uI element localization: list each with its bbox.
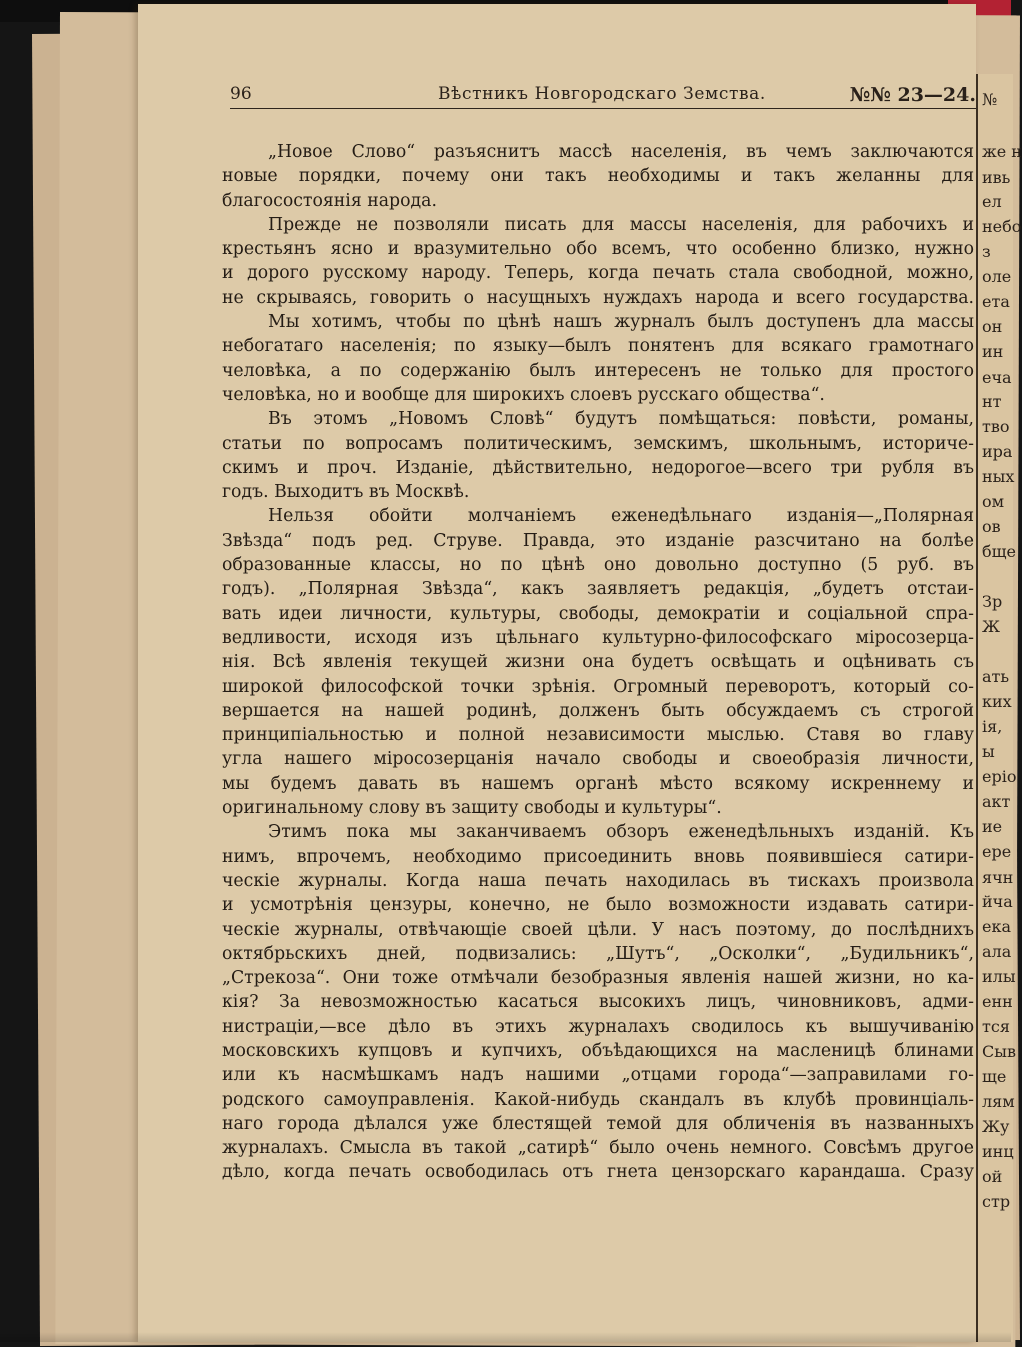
text-line: наго города дѣлался уже блестящей темой для обличенія въ названныхъ: [222, 1113, 974, 1134]
text-line: человѣка, но и вообще для широкихъ слоевъ русскаго общества“.: [222, 384, 825, 405]
text-line: журналахъ. Смысла въ такой „сатирѣ“ было очень немного. Совсѣмъ другое: [222, 1138, 974, 1159]
facing-page-fragment: стр: [982, 1192, 1011, 1211]
facing-page-fragment: ере: [982, 842, 1012, 861]
facing-page-fragment: тво: [982, 417, 1010, 436]
issue-number: №№ 23—24.: [849, 84, 976, 106]
text-line: крестьянъ ясно и вразумительно обо всемъ, что особенно близко, нужно: [222, 239, 974, 260]
facing-page-fragment: еча: [982, 368, 1012, 387]
facing-page-fragment: Сыв: [982, 1042, 1016, 1061]
text-line: новые порядки, почему они такъ необходимы и такъ желанны для: [222, 166, 974, 187]
article-text: [222, 140, 974, 1185]
facing-page-fragment: Жу: [982, 1117, 1010, 1136]
text-line: нія. Всѣ явленія текущей жизни она будетъ освѣщать и оцѣнивать съ: [222, 652, 974, 673]
text-line: принципіальностью и полной независимости мыслью. Ставя во главу: [222, 725, 974, 746]
facing-page-fragment: ных: [982, 467, 1015, 486]
facing-page-fragment: ы: [982, 742, 995, 761]
facing-page-fragment: же н: [982, 142, 1022, 161]
facing-page-fragment: Ж: [982, 617, 1000, 636]
text-line: вершается на нашей родинѣ, долженъ быть обсуждаемъ съ строгой: [222, 700, 974, 721]
text-line: Прежде не позволяли писать для массы населенія, для рабочихъ и: [268, 214, 974, 235]
facing-page-fragment: ета: [982, 292, 1010, 311]
facing-page-fragment: инц: [982, 1142, 1014, 1161]
facing-page-fragment: ія,: [982, 717, 1003, 736]
text-line: московскихъ купцовъ и купчихъ, объѣдающихся на масленицѣ блинами: [222, 1040, 974, 1061]
text-line: „Стрекоза“. Они тоже отмѣчали безобразныя явленія нашей жизни, но ка-: [222, 968, 974, 989]
text-line: широкой философской точки зрѣнія. Огромный переворотъ, который со-: [222, 676, 974, 697]
facing-page-fragment: ом: [982, 492, 1005, 511]
text-line: годъ). „Полярная Звѣзда“, какъ заявляетъ редакція, „будетъ отстаи-: [222, 579, 974, 600]
text-line: мы будемъ давать въ нашемъ органѣ мѣсто всякому искреннему и: [222, 773, 974, 794]
text-line: Звѣзда“ подъ ред. Струве. Правда, это изданіе разсчитано на болѣе: [222, 530, 974, 551]
facing-page-fragment: лям: [982, 1092, 1015, 1111]
text-line: годъ. Выходитъ въ Москвѣ.: [222, 482, 470, 503]
facing-page-fragment: ека: [982, 917, 1012, 936]
page-number: 96: [230, 84, 252, 104]
facing-page-fragment: ких: [982, 692, 1012, 711]
facing-page-fragment: бще: [982, 542, 1016, 561]
facing-page-fragment: небо: [982, 217, 1022, 236]
text-line: или къ насмѣшкамъ надъ нашими „отцами города“—заправилами го-: [222, 1065, 974, 1086]
text-line: образованные классы, но по цѣнѣ оно довольно доступно (5 руб. въ: [222, 555, 974, 576]
text-line: скимъ и проч. Изданіе, дѣйствительно, недорогое—всего три рубля въ: [222, 457, 974, 478]
text-line: родского самоуправленія. Какой-нибудь скандалъ въ клубѣ провинціаль-: [222, 1089, 974, 1110]
facing-page-fragment: ира: [982, 442, 1013, 461]
facing-page-fragment: №: [982, 90, 998, 109]
text-line: не скрываясь, говорить о насущныхъ нуждахъ народа и всего государства.: [222, 287, 974, 308]
scan-bottom-shadow: [0, 1332, 1011, 1342]
facing-page-fragment: ать: [982, 667, 1010, 686]
text-line: дѣло, когда печать освободилась отъ гнета цензорскаго карандаша. Сразу: [222, 1162, 974, 1183]
text-line: Этимъ пока мы заканчиваемъ обзоръ еженедѣльныхъ изданій. Къ: [268, 822, 974, 843]
text-line: нимъ, впрочемъ, необходимо присоединить вновь появившіеся сатири-: [222, 846, 974, 867]
facing-page-edge: [976, 74, 1022, 1342]
text-line: человѣка, а по содержанію былъ интересенъ не только для простого: [222, 360, 974, 381]
facing-page-fragment: он: [982, 317, 1003, 336]
facing-page-fragment: илы: [982, 967, 1016, 986]
text-line: ведливости, исходя изъ цѣльнаго культурно-философскаго міросозерца-: [222, 627, 974, 648]
facing-page-fragment: енн: [982, 992, 1013, 1011]
journal-title: Вѣстникъ Новгородскаго Земства.: [438, 84, 766, 104]
text-line: октябрьскихъ дней, подвизались: „Шутъ“, „Осколки“, „Будильникъ“,: [222, 943, 974, 964]
text-line: ческіе журналы. Когда наша печать находилась въ тискахъ произвола: [222, 870, 974, 891]
text-line: небогатаго населенія; по языку—былъ понятенъ для всякаго грамотнаго: [222, 336, 974, 357]
facing-page-fragment: ов: [982, 517, 1001, 536]
text-line: ческіе журналы, отвѣчающіе своей цѣли. У насъ поэтому, до послѣднихъ: [222, 919, 974, 940]
text-line: Нельзя обойти молчаніемъ еженедѣльнаго изданія—„Полярная: [268, 506, 974, 527]
text-line: и дорого русскому народу. Теперь, когда печать стала свободной, можно,: [222, 263, 974, 284]
running-header: [230, 80, 976, 109]
text-line: благосостоянія народа.: [222, 190, 437, 211]
facing-page-fragment: ячн: [982, 868, 1014, 887]
facing-page-fragment: ивь: [982, 168, 1011, 187]
facing-page-fragment: ин: [982, 342, 1004, 361]
facing-page-fragment: ие: [982, 817, 1003, 836]
facing-page-fragment: ще: [982, 1067, 1007, 1086]
facing-page-fragment: з: [982, 242, 991, 261]
text-line: вать идеи личности, культуры, свободы, демократіи и соціальной спра-: [222, 603, 974, 624]
facing-page-fragment: тся: [982, 1017, 1010, 1036]
facing-page-fragment: ой: [982, 1167, 1003, 1186]
text-line: угла нашего міросозерцанія начало свободы и своеобразія личности,: [222, 749, 974, 770]
text-line: кія? За невозможностью касаться высокихъ лицъ, чиновниковъ, адми-: [222, 992, 974, 1013]
facing-page-fragment: ала: [982, 942, 1012, 961]
facing-page-fragment: акт: [982, 792, 1011, 811]
text-line: нистраціи,—все дѣло въ этихъ журналахъ сводилось къ вышучиванію: [222, 1016, 974, 1037]
facing-page-fragment: оле: [982, 267, 1012, 286]
facing-page-fragment: йча: [982, 892, 1013, 911]
facing-page-fragment: еріо: [982, 767, 1017, 786]
facing-page-fragment: Зр: [982, 592, 1003, 611]
facing-page-fragment: ел: [982, 192, 1002, 211]
text-line: Мы хотимъ, чтобы по цѣнѣ нашъ журналъ былъ доступенъ дла массы: [268, 312, 974, 333]
text-line: статьи по вопросамъ политическимъ, земскимъ, школьнымъ, историче-: [222, 433, 974, 454]
text-line: „Новое Слово“ разъяснитъ массѣ населенія, въ чемъ заключаются: [268, 142, 974, 162]
text-line: и усмотрѣнія цензуры, конечно, не было возможности издавать сатири-: [222, 895, 974, 916]
text-line: Въ этомъ „Новомъ Словѣ“ будутъ помѣщаться: повѣсти, романы,: [268, 409, 974, 430]
facing-page-fragment: нт: [982, 392, 1002, 411]
text-line: оригинальному слову въ защиту свободы и культуры“.: [222, 798, 722, 819]
